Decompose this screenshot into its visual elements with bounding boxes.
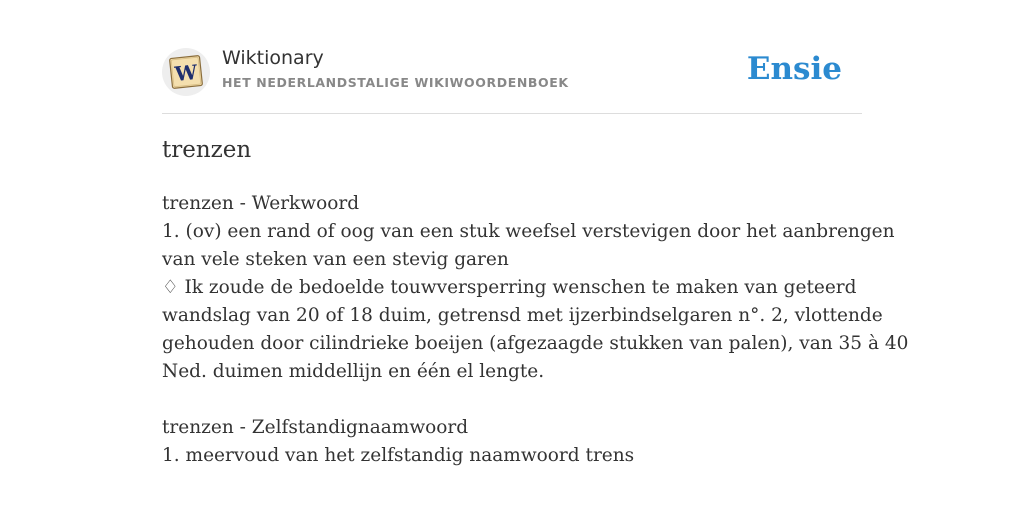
brand-subtitle: HET NEDERLANDSTALIGE WIKIWOORDENBOEK xyxy=(222,75,569,90)
definition-line: van vele steken van een stevig garen xyxy=(162,249,509,270)
page-title: trenzen xyxy=(162,137,252,163)
example-line: Ned. duimen middellijn en één el lengte. xyxy=(162,361,545,382)
wiktionary-logo-icon[interactable] xyxy=(162,48,210,96)
definition-line: 1. (ov) een rand of oog van een stuk weefsel verstevigen door het aanbrengen xyxy=(162,221,895,242)
example-line: ♢ Ik zoude de bedoelde touwversperring wenschen te maken van geteerd xyxy=(162,277,857,298)
section-heading: trenzen - Zelfstandignaamwoord xyxy=(162,417,469,438)
site-header xyxy=(162,44,862,100)
example-line: gehouden door cilindrieke boeijen (afgezaagde stukken van palen), van 35 à 40 xyxy=(162,333,909,354)
section-heading: trenzen - Werkwoord xyxy=(162,193,360,214)
section-spacer xyxy=(162,386,852,414)
definition-line: 1. meervoud van het zelfstandig naamwoord trens xyxy=(162,445,635,466)
logo-letter: W xyxy=(173,59,199,87)
ensie-logo[interactable]: Ensie xyxy=(746,51,842,87)
definition-section-zelfstandignaamwoord xyxy=(162,414,852,470)
example-line: wandslag van 20 of 18 duim, getrensd met ijzerbindselgaren n°. 2, vlottende xyxy=(162,305,883,326)
brand-title[interactable]: Wiktionary xyxy=(222,47,324,69)
definition-content xyxy=(162,190,909,470)
definition-section-werkwoord xyxy=(162,190,909,386)
header-divider xyxy=(162,113,862,114)
